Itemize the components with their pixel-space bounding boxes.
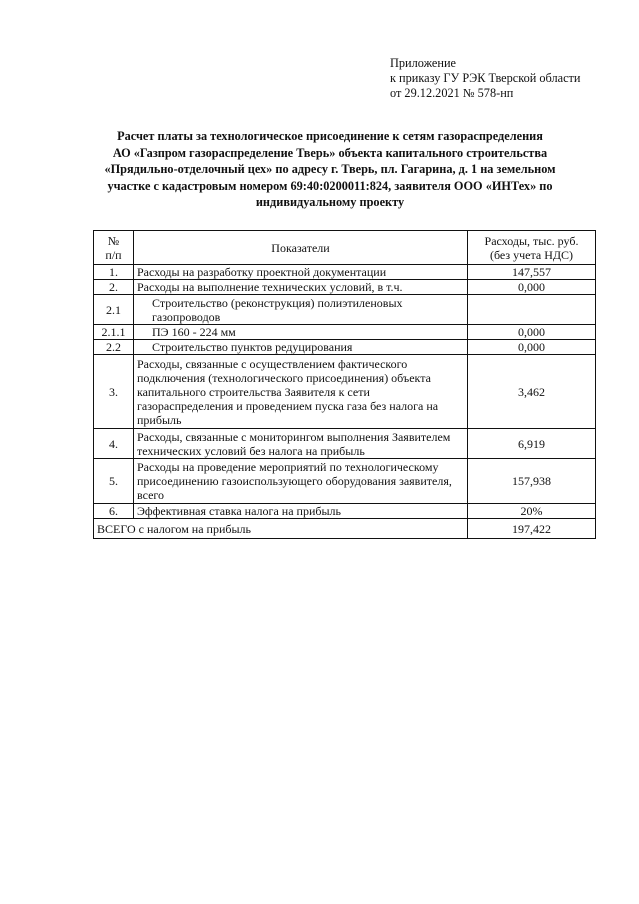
- row-label: Расходы на разработку проектной документации: [134, 265, 468, 280]
- row-num: 2.1: [94, 295, 134, 325]
- header-num-line-2: п/п: [105, 247, 122, 262]
- table-row: [94, 325, 596, 340]
- header-value: [468, 231, 596, 265]
- row-value: 0,000: [468, 325, 596, 340]
- header-value-line-1: Расходы, тыс. руб.: [484, 233, 579, 248]
- row-value: 0,000: [468, 340, 596, 355]
- row-label: Расходы, связанные с осуществлением фактического подключения (технологического присоединения) объекта капитального строительства Заявителя к сети газораспределения и проведением пуска газа без налога на прибыль: [134, 355, 468, 429]
- row-label: Строительство пунктов редуцирования: [134, 340, 468, 355]
- appendix-line-3: от 29.12.2021 № 578-нп: [390, 86, 514, 100]
- appendix-note: [390, 56, 581, 101]
- row-num: 2.1.1: [94, 325, 134, 340]
- title-line-5: индивидуальному проекту: [255, 195, 405, 209]
- row-num: 4.: [94, 429, 134, 459]
- title-line-2: АО «Газпром газораспределение Тверь» объекта капитального строительства: [112, 145, 548, 160]
- row-value: 157,938: [468, 459, 596, 504]
- table-header-row: [94, 231, 596, 265]
- header-num-line-1: №: [107, 233, 120, 248]
- row-num: 3.: [94, 355, 134, 429]
- total-label: ВСЕГО с налогом на прибыль: [94, 519, 468, 539]
- row-value: 147,557: [468, 265, 596, 280]
- table-row: [94, 340, 596, 355]
- table-row: [94, 355, 596, 429]
- header-indicator: Показатели: [134, 231, 468, 265]
- title-line-1: Расчет платы за технологическое присоединение к сетям газораспределения: [117, 129, 543, 143]
- row-value: [468, 295, 596, 325]
- row-num: 5.: [94, 459, 134, 504]
- title-line-4: участке с кадастровым номером 69:40:0200011:824, заявителя ООО «ИНТех» по: [107, 178, 553, 193]
- table-row: [94, 504, 596, 519]
- row-num: 2.: [94, 280, 134, 295]
- table-total-row: [94, 519, 596, 539]
- table-row: [94, 265, 596, 280]
- cost-table: [93, 230, 596, 539]
- header-num: [94, 231, 134, 265]
- row-label: Расходы на выполнение технических условий, в т.ч.: [134, 280, 468, 295]
- row-label: Эффективная ставка налога на прибыль: [134, 504, 468, 519]
- row-label: ПЭ 160 - 224 мм: [134, 325, 468, 340]
- row-num: 1.: [94, 265, 134, 280]
- row-num: 2.2: [94, 340, 134, 355]
- row-num: 6.: [94, 504, 134, 519]
- appendix-line-2: к приказу ГУ РЭК Тверской области: [390, 71, 581, 85]
- table-row: [94, 459, 596, 504]
- document-title: [70, 128, 590, 211]
- table-row: [94, 280, 596, 295]
- row-label: Расходы на проведение мероприятий по технологическому присоединению газоиспользующего оборудования заявителя, всего: [134, 459, 468, 504]
- row-value: 3,462: [468, 355, 596, 429]
- row-value: 0,000: [468, 280, 596, 295]
- table-row: [94, 295, 596, 325]
- row-value: 20%: [468, 504, 596, 519]
- row-label: Расходы, связанные с мониторингом выполнения Заявителем технических условий без налога на прибыль: [134, 429, 468, 459]
- title-line-3: «Прядильно-отделочный цех» по адресу г. Тверь, пл. Гагарина, д. 1 на земельном: [104, 162, 556, 176]
- header-value-line-2: (без учета НДС): [489, 247, 574, 262]
- table-row: [94, 429, 596, 459]
- total-value: 197,422: [468, 519, 596, 539]
- row-value: 6,919: [468, 429, 596, 459]
- appendix-line-1: Приложение: [390, 56, 456, 70]
- row-label: Строительство (реконструкция) полиэтиленовых газопроводов: [134, 295, 468, 325]
